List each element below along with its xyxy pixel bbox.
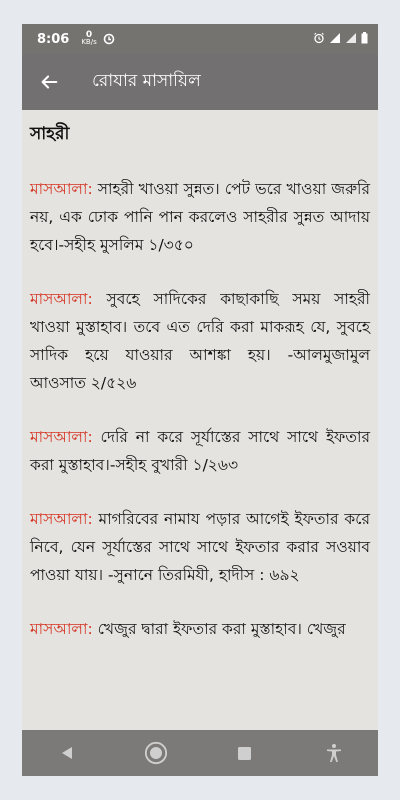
data-rate-unit: KB/s xyxy=(81,38,97,46)
system-nav-bar xyxy=(22,730,378,776)
phone-screen xyxy=(22,24,378,776)
masala-paragraph-1 xyxy=(30,175,370,259)
masala-paragraph-2 xyxy=(30,285,370,397)
data-rate xyxy=(81,32,96,46)
alarm-icon xyxy=(313,32,325,44)
signal-icon-2 xyxy=(345,32,357,44)
nav-home-button[interactable] xyxy=(144,741,168,765)
battery-icon xyxy=(361,32,368,44)
page-title: রোযার মাসায়িল xyxy=(92,71,201,91)
status-icons xyxy=(313,32,368,44)
masala-text: সুবহে সাদিকের কাছাকাছি সময় সাহরী খাওয়া মুস্তাহাব। তবে এত দেরি করা মাকরূহ যে, সুবহে সাদিক হয়ে যাওয়ার আশঙ্কা হয়। -আলমুজামুল আওসাত ২/৫২৬ xyxy=(30,290,370,392)
nav-recents-button[interactable] xyxy=(233,741,257,765)
content-area[interactable] xyxy=(22,110,378,730)
masala-label: মাসআলা: xyxy=(30,180,93,198)
app-bar xyxy=(22,54,378,110)
status-bar xyxy=(22,24,378,54)
accessibility-icon xyxy=(324,743,344,763)
home-circle-icon xyxy=(144,740,168,766)
masala-paragraph-3 xyxy=(30,423,370,479)
nav-accessibility-button[interactable] xyxy=(322,741,346,765)
data-saver-icon xyxy=(103,33,115,45)
nav-back-button[interactable] xyxy=(55,741,79,765)
back-triangle-icon xyxy=(59,745,75,761)
masala-text: খেজুর দ্বারা ইফতার করা মুস্তাহাব। খেজুর xyxy=(92,620,346,638)
recents-square-icon xyxy=(237,746,252,761)
signal-icon xyxy=(329,32,341,44)
masala-text: সাহরী খাওয়া সুন্নত। পেট ভরে খাওয়া জরুরি নয়, এক ঢোক পানি পান করলেও সাহরীর সুন্নত আদায় হবে।-সহীহ মুসলিম ১/৩৫০ xyxy=(30,180,370,254)
masala-label: মাসআলা: xyxy=(30,428,93,446)
section-heading: সাহরী xyxy=(30,124,70,144)
masala-paragraph-4 xyxy=(30,505,370,589)
data-rate-value: 0 xyxy=(85,30,93,40)
masala-text: মাগরিবের নামায পড়ার আগেই ইফতার করে নিবে, যেন সূর্যাস্তের সাথে সাথে ইফতার করার সওয়াব পাওয়া যায়। -সুনানে তিরমিযী, হাদীস : ৬৯২ xyxy=(30,510,370,584)
back-arrow-icon[interactable] xyxy=(38,71,60,93)
status-time: 8:06 xyxy=(37,31,70,47)
masala-label: মাসআলা: xyxy=(30,620,93,638)
masala-label: মাসআলা: xyxy=(30,290,93,308)
masala-text: দেরি না করে সূর্যাস্তের সাথে সাথে ইফতার করা মুস্তাহাব।-সহীহ বুখারী ১/২৬৩ xyxy=(30,428,370,474)
masala-label: মাসআলা: xyxy=(30,510,93,528)
masala-paragraph-5 xyxy=(30,615,370,643)
